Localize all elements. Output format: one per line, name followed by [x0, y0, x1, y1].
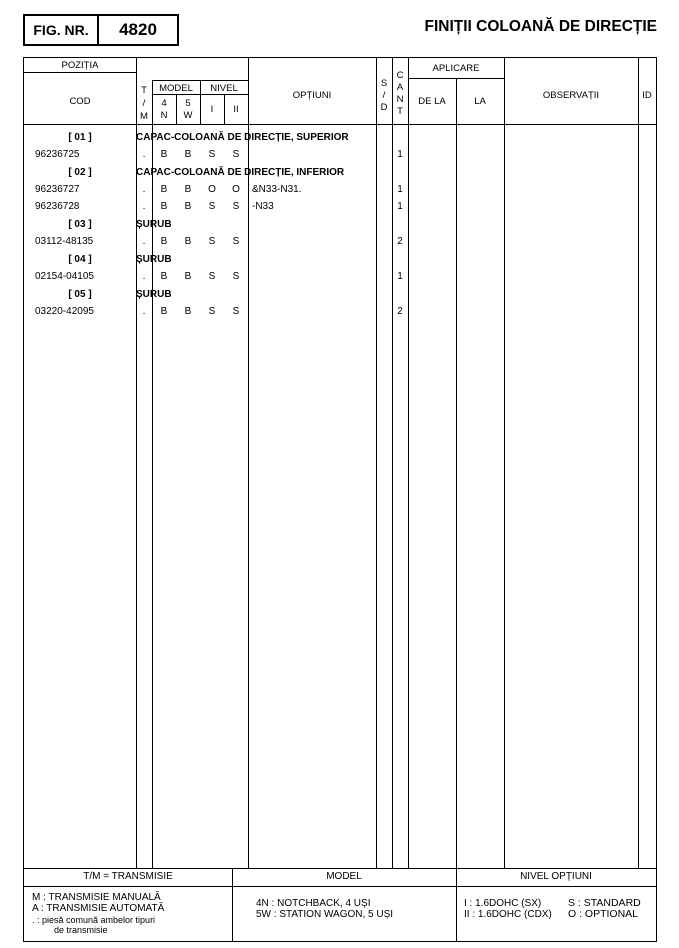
model-4n-value: B: [160, 306, 168, 317]
header-sd-d: D: [380, 102, 388, 113]
part-name: ȘURUB: [136, 219, 172, 230]
tm-value: .: [142, 271, 146, 282]
quantity-value: 1: [397, 201, 403, 212]
part-name: ȘURUB: [136, 289, 172, 300]
group-row: [24, 286, 656, 303]
header-line: [24, 72, 136, 73]
quantity-value: 1: [397, 149, 403, 160]
nivel-ii-value: S: [232, 306, 240, 317]
part-row: [24, 181, 656, 198]
part-code: 03112-48135: [35, 236, 94, 247]
legend-model-item: 5W : STATION WAGON, 5 UȘI: [256, 909, 394, 920]
legend-tm-item: de transmisie: [54, 925, 108, 935]
part-row: [24, 303, 656, 320]
model-5w-value: B: [184, 236, 192, 247]
legend-nivel-code: S : STANDARD: [568, 897, 641, 909]
header-id: ID: [642, 90, 652, 101]
part-code: 96236728: [35, 201, 80, 212]
nivel-i-value: S: [208, 271, 216, 282]
part-code: 02154-04105: [35, 271, 94, 282]
part-code: 96236727: [35, 184, 80, 195]
legend-model-item: 4N : NOTCHBACK, 4 UȘI: [256, 898, 371, 909]
nivel-i-value: S: [208, 149, 216, 160]
tm-value: .: [142, 236, 146, 247]
legend-tm-title: T/M = TRANSMISIE: [83, 871, 173, 882]
tm-value: .: [142, 306, 146, 317]
quantity-value: 2: [397, 306, 403, 317]
legend-nivel-item: II : 1.6DOHC (CDX): [464, 909, 552, 920]
header-tm-m: M: [140, 111, 148, 122]
model-5w-value: B: [184, 201, 192, 212]
model-4n-value: B: [160, 271, 168, 282]
model-4n-value: B: [160, 236, 168, 247]
quantity-value: 2: [397, 236, 403, 247]
header-pozitia: POZIȚIA: [61, 60, 99, 71]
header-optiuni: OPȚIUNI: [292, 90, 332, 101]
position-number: [ 01 ]: [68, 132, 92, 143]
header-de-la: DE LA: [418, 96, 446, 107]
part-code: 96236725: [35, 149, 80, 160]
model-5w-value: B: [184, 149, 192, 160]
group-row: [24, 164, 656, 181]
header-la: LA: [474, 96, 486, 107]
header-observatii: OBSERVAȚII: [542, 90, 600, 101]
header-nivel: NIVEL: [210, 83, 238, 94]
legend-tm-item: . : piesă comună ambelor tipuri: [32, 915, 156, 925]
legend-tm-item: A : TRANSMISIE AUTOMATĂ: [32, 903, 165, 914]
header-aplicare: APLICARE: [432, 63, 480, 74]
header-tm-slash: /: [142, 98, 146, 109]
legend-nivel-item: I : 1.6DOHC (SX): [464, 898, 542, 909]
option-value: &N33-N31.: [252, 184, 302, 195]
nivel-i-value: S: [208, 201, 216, 212]
position-number: [ 05 ]: [68, 289, 92, 300]
model-4n-value: B: [160, 184, 168, 195]
header-nivel-i: I: [210, 104, 214, 115]
position-number: [ 03 ]: [68, 219, 92, 230]
tm-value: .: [142, 184, 146, 195]
header-cant-t: T: [397, 106, 403, 117]
group-row: [24, 129, 656, 146]
position-number: [ 04 ]: [68, 254, 92, 265]
header-cant-n: N: [396, 94, 404, 105]
part-row: [24, 146, 656, 163]
legend-nivel-title: NIVEL OPȚIUNI: [520, 871, 592, 882]
header-cant-a: A: [396, 82, 404, 93]
option-value: -N33: [252, 201, 274, 212]
model-5w-value: B: [184, 184, 192, 195]
nivel-ii-value: S: [232, 201, 240, 212]
part-name: ȘURUB: [136, 254, 172, 265]
legend-nivel-code: O : OPTIONAL: [568, 908, 639, 920]
parts-table: [23, 57, 657, 942]
nivel-i-value: O: [208, 184, 216, 195]
legend-title-line: [24, 886, 656, 887]
group-row: [24, 216, 656, 233]
header-tm-t: T: [141, 85, 147, 96]
legend-top-line: [24, 868, 656, 869]
legend-model-title: MODEL: [326, 871, 362, 882]
nivel-ii-value: S: [232, 271, 240, 282]
part-row: [24, 233, 656, 250]
nivel-ii-value: S: [232, 149, 240, 160]
nivel-ii-value: S: [232, 236, 240, 247]
figure-label: FIG. NR.: [25, 16, 99, 44]
model-4n-value: B: [160, 201, 168, 212]
header-sd-s: S: [380, 78, 388, 89]
model-5w-value: B: [184, 271, 192, 282]
model-4n-value: B: [160, 149, 168, 160]
part-code: 03220-42095: [35, 306, 94, 317]
figure-number-box: [23, 14, 179, 46]
header-model: MODEL: [159, 83, 193, 94]
part-row: [24, 198, 656, 215]
header-bottom-line: [24, 124, 656, 125]
nivel-i-value: S: [208, 306, 216, 317]
header-cod: COD: [69, 96, 91, 107]
page-title: FINIȚII COLOANĂ DE DIRECȚIE: [424, 18, 657, 35]
header-sd-slash: /: [382, 90, 386, 101]
nivel-i-value: S: [208, 236, 216, 247]
part-row: [24, 268, 656, 285]
position-number: [ 02 ]: [68, 167, 92, 178]
figure-number: 4820: [119, 20, 157, 39]
model-5w-value: B: [184, 306, 192, 317]
tm-value: .: [142, 201, 146, 212]
header-nivel-ii: II: [233, 104, 239, 115]
header-cant-c: C: [396, 70, 404, 81]
nivel-ii-value: O: [232, 184, 240, 195]
part-name: CAPAC-COLOANĂ DE DIRECȚIE, SUPERIOR: [136, 132, 349, 143]
header-model-w: W: [183, 110, 193, 121]
header-model-4: 4: [161, 98, 167, 109]
quantity-value: 1: [397, 184, 403, 195]
quantity-value: 1: [397, 271, 403, 282]
part-name: CAPAC-COLOANĂ DE DIRECȚIE, INFERIOR: [136, 167, 345, 178]
header-model-5: 5: [185, 98, 191, 109]
header-model-n: N: [160, 110, 168, 121]
legend-tm-item: M : TRANSMISIE MANUALĂ: [32, 892, 161, 903]
group-row: [24, 251, 656, 268]
tm-value: .: [142, 149, 146, 160]
